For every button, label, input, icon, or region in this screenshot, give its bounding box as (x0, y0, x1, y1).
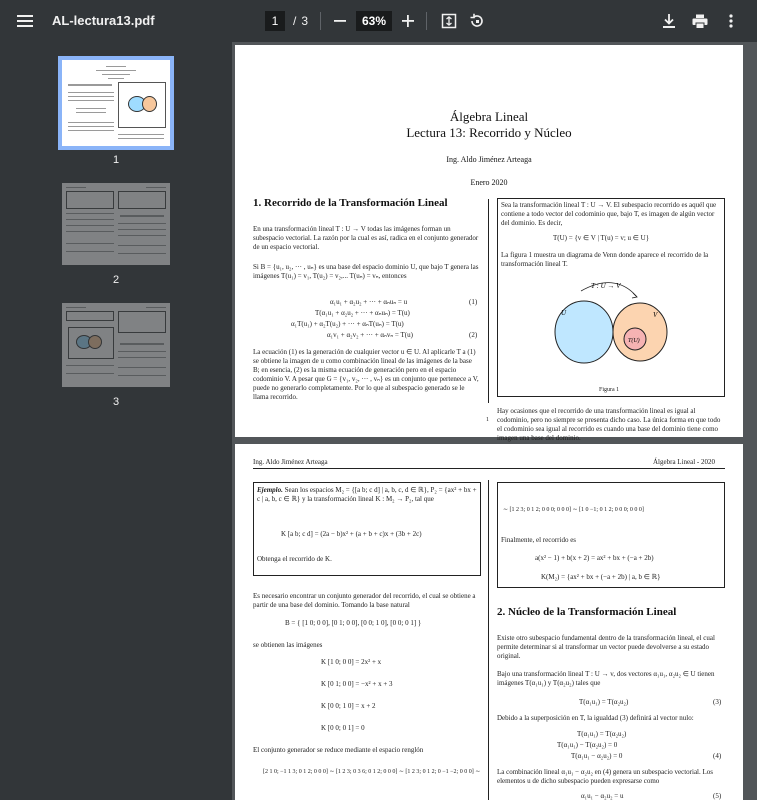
equation: K [1 0; 0 0] = 2x² + x (321, 658, 382, 666)
equation-number: (2) (469, 331, 478, 339)
doc-title-line1: Álgebra Lineal (449, 109, 529, 124)
equation: K [0 0; 0 1] = 0 (321, 724, 365, 732)
print-icon (692, 14, 708, 29)
venn-label-tu: T(U) (628, 338, 640, 344)
example-statement: Sean los espacios M₂ = {[a b; c d] | a, b, c, d ∈ ℝ}, P₂ = {ax² + bx + c | a, b, c ∈ ℝ} y la transformación lineal K : M₂ → P₂, tal que (257, 486, 477, 503)
equation: B = { [1 0; 0 0], [0 1; 0 0], [0 0; 1 0], [0 0; 0 1] } (285, 619, 422, 627)
toolbar-divider (426, 12, 427, 30)
definition-text: La figura 1 muestra un diagrama de Venn donde aparece el recorrido de la transformación lineal T. (501, 251, 709, 268)
venn-label-v: V (653, 311, 658, 319)
equation: α₁u₁ + α₂u₂ + ··· + αₙuₙ = u (330, 298, 408, 306)
example-text (257, 486, 477, 504)
paragraph: Finalmente, el recorrido es (501, 536, 577, 544)
paragraph: Si B = {u₁, u₂, ··· , uₙ} es una base del espacio dominio U, que bajo T genera las imágenes T(u₁) = v₁, T(u₂) = v₂,... T(uₙ) = vₙ, entonces (253, 263, 479, 280)
download-icon (662, 13, 676, 29)
fit-page-button[interactable] (438, 10, 460, 32)
page-thumbnail-2[interactable] (62, 183, 170, 265)
page-thumbnail-1[interactable] (62, 60, 170, 146)
toolbar-divider (320, 12, 321, 30)
zoom-out-button[interactable] (329, 10, 351, 32)
plus-icon (402, 15, 414, 27)
paragraph: Es necesario encontrar un conjunto generador del recorrido, el cual se obtiene a partir de una base del dominio. Tomando la base natural (253, 592, 476, 609)
zoom-input[interactable] (356, 11, 392, 31)
equation: T(α₁u₁) − T(α₂u₂) = 0 (557, 741, 618, 749)
page-number-input[interactable] (265, 11, 285, 31)
equation: α₁u₁ − α₂u₂ = u (581, 792, 624, 800)
equation: [2 1 0; −1 1 3; 0 1 2; 0 0 0] ∼ [1 2 3; 0 3 6; 0 1 2; 0 0 0] ∼ [1 2 3; 0 1 2; 0 −1 −2; 0 0 0] ∼ (263, 769, 481, 775)
viewer-scrollbar[interactable] (743, 42, 757, 800)
example-question: Obtenga el recorrido de K. (257, 555, 332, 563)
equation: T(α₁u₁) = T(α₂u₂) (579, 698, 629, 706)
venn-diagram (547, 277, 677, 367)
equation: ∼ [1 2 3; 0 1 2; 0 0 0; 0 0 0] ∼ [1 0 −1; 0 1 2; 0 0 0; 0 0 0] (503, 507, 644, 513)
equation-number: (5) (713, 792, 722, 800)
fit-page-icon (441, 13, 457, 29)
paragraph: La ecuación (1) es la generación de cualquier vector u ∈ U. Al aplicarle T a (1) se obtiene la imagen de u como combinación lineal de las imágenes de la base B; en esencia, (2) es la misma ecuación de generación pero en el espacio codominio V. A pesar que G = {v₁, v₂, ··· , vₙ} es un conjunto que pertenece a V, puede no generarlo completamente. Por lo que al subespacio generado se le llama recorrido. (253, 348, 479, 401)
equation: K [0 0; 1 0] = x + 2 (321, 702, 376, 710)
paragraph: El conjunto generador se reduce mediante el espacio renglón (253, 746, 424, 754)
page-separator: / (293, 14, 297, 28)
minus-icon (334, 15, 346, 27)
document-viewer[interactable] (232, 42, 757, 800)
print-button[interactable] (689, 10, 711, 32)
rotate-icon (469, 13, 485, 29)
paragraph: Debido a la superposición en T, la igualdad (3) definirá al vector nulo: (497, 714, 694, 722)
pdf-toolbar (0, 0, 757, 42)
page-total: 3 (301, 14, 309, 28)
page-control (265, 11, 308, 31)
doc-title-line2: Lectura 13: Recorrido y Núcleo (406, 125, 572, 140)
equation: α₁T(u₁) + α₂T(u₂) + ··· + αₙT(uₙ) = T(u) (291, 320, 404, 328)
paragraph: En una transformación lineal T : U → V todas las imágenes forman un subespacio vectorial. La razón por la cual es así, radica en el conjunto generador de un espacio vectorial. (253, 225, 479, 251)
page-number: 1 (486, 417, 489, 423)
venn-label-u: U (561, 309, 567, 317)
more-vert-icon (729, 14, 733, 28)
figure-caption: Figura 1 (599, 387, 620, 393)
paragraph: Hay ocasiones que el recorrido de una transformación lineal es igual al codominio, pero no siempre se presenta dicho caso. La única forma en que todo el codominio sea igual al recorrido es cuando una base del dominio tiene como imagen una base del dominio. (497, 407, 721, 442)
page-thumbnail-number: 2 (112, 274, 120, 286)
document-title: AL-lectura13.pdf (52, 13, 155, 28)
paragraph: Bajo una transformación lineal T : U → v, dos vectores α₁u₁, α₂u₂ ∈ U tienen imágenes T(α₁u₁) y T(α₂u₂) tales que (497, 670, 715, 687)
section-heading: 2. Núcleo de la Transformación Lineal (497, 606, 677, 618)
equation-number: (3) (713, 698, 722, 706)
menu-icon[interactable] (12, 9, 38, 33)
page-thumbnail-number: 1 (112, 154, 120, 166)
equation: a(x² − 1) + b(x + 2) = ax² + bx + (−a + 2b) (535, 554, 654, 562)
section-heading: 1. Recorrido de la Transformación Lineal (253, 197, 448, 209)
equation: T(U) = {v ∈ V | T(u) = v; u ∈ U} (553, 234, 650, 242)
page-thumbnail-number: 3 (112, 396, 120, 408)
download-button[interactable] (658, 10, 680, 32)
pdf-page-2 (235, 444, 743, 800)
zoom-in-button[interactable] (397, 10, 419, 32)
equation: T(α₁u₁) = T(α₂u₂) (577, 730, 627, 738)
paragraph: Existe otro subespacio fundamental dentro de la transformación lineal, el cual permite determinar si al transformar un vector puede devolverse a su estado original. (497, 634, 715, 660)
equation: T(α₁u₁ + α₂u₂ + ··· + αₙuₙ) = T(u) (315, 309, 410, 317)
definition-text: Sea la transformación lineal T : U → V. El subespacio recorrido es aquél que contiene a todo vector del codominio que, bajo T, es imagen de algún vector del dominio. Es decir, (501, 201, 717, 227)
doc-author: Ing. Aldo Jiménez Arteaga (446, 155, 532, 164)
page-header-left: Ing. Aldo Jiménez Arteaga (253, 458, 328, 466)
equation: K [a b; c d] = (2a − b)x² + (a + b + c)x + (3b + 2c) (281, 530, 422, 538)
rotate-button[interactable] (466, 10, 488, 32)
equation: α₁v₁ + α₂v₂ + ··· + αₙvₙ = T(u) (327, 331, 413, 339)
thumbnail-sidebar (0, 42, 232, 800)
pdf-page-1 (235, 45, 743, 442)
example-label: Ejemplo. (257, 486, 283, 494)
equation: K [0 1; 0 0] = −x² + x + 3 (321, 680, 393, 688)
equation: K(M₂) = {ax² + bx + (−a + 2b) | a, b ∈ ℝ} (541, 573, 661, 581)
equation-number: (1) (469, 298, 478, 306)
more-options-button[interactable] (720, 10, 742, 32)
paragraph: La combinación lineal α₁u₁ − α₂u₂ en (4) genera un subespacio vectorial. Los elementos u de dicho subespacio pueden expresarse como (497, 768, 714, 785)
equation-number: (4) (713, 752, 722, 760)
venn-label-top: T : U → V (591, 282, 621, 290)
paragraph: se obtienen las imágenes (253, 641, 323, 649)
doc-date: Enero 2020 (470, 178, 508, 187)
page-thumbnail-3[interactable] (62, 303, 170, 387)
equation: T(α₁u₁ − α₂u₂) = 0 (571, 752, 623, 760)
page-header-right: Álgebra Lineal - 2020 (653, 458, 716, 466)
